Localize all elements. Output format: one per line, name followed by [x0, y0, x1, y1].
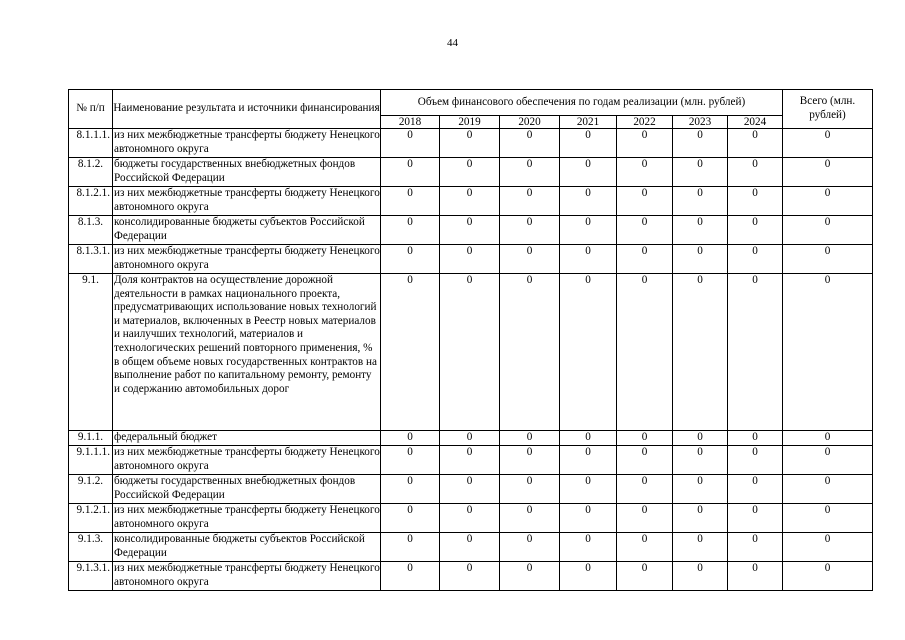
row-number: 9.1.: [69, 274, 113, 431]
year-value-cell: 0: [440, 187, 500, 216]
total-value-cell: 0: [783, 158, 873, 187]
year-value-cell: 0: [560, 504, 617, 533]
total-value-cell: 0: [783, 274, 873, 431]
year-value-cell: 0: [673, 245, 728, 274]
year-value-cell: 0: [728, 475, 783, 504]
row-name: бюджеты государственных внебюджетных фондов Российской Федерации: [113, 158, 381, 187]
year-value-cell: 0: [673, 431, 728, 446]
year-value-cell: 0: [500, 431, 560, 446]
year-value-cell: 0: [560, 562, 617, 591]
year-header: 2023: [673, 116, 728, 129]
year-value-cell: 0: [673, 446, 728, 475]
row-name: из них межбюджетные трансферты бюджету Ненецкого автономного округа: [113, 245, 381, 274]
year-value-cell: 0: [560, 475, 617, 504]
row-number: 8.1.2.: [69, 158, 113, 187]
row-number: 9.1.1.1.: [69, 446, 113, 475]
table-row: [69, 129, 873, 158]
row-name: консолидированные бюджеты субъектов Российской Федерации: [113, 533, 381, 562]
year-value-cell: 0: [617, 129, 673, 158]
year-value-cell: 0: [500, 158, 560, 187]
year-value-cell: 0: [728, 187, 783, 216]
financing-table: [68, 89, 873, 591]
year-value-cell: 0: [381, 431, 440, 446]
year-header: 2022: [617, 116, 673, 129]
year-value-cell: 0: [500, 245, 560, 274]
year-value-cell: 0: [617, 533, 673, 562]
year-value-cell: 0: [500, 187, 560, 216]
year-value-cell: 0: [500, 562, 560, 591]
year-value-cell: 0: [673, 533, 728, 562]
total-value-cell: 0: [783, 129, 873, 158]
year-value-cell: 0: [617, 187, 673, 216]
total-value-cell: 0: [783, 504, 873, 533]
table-row: [69, 446, 873, 475]
row-number: 8.1.3.: [69, 216, 113, 245]
year-value-cell: 0: [381, 187, 440, 216]
row-name: из них межбюджетные трансферты бюджету Ненецкого автономного округа: [113, 446, 381, 475]
year-value-cell: 0: [728, 158, 783, 187]
total-value-cell: 0: [783, 562, 873, 591]
year-value-cell: 0: [560, 129, 617, 158]
row-name: Доля контрактов на осуществление дорожной деятельности в рамках национального проекта, предусматривающих использование новых технологий и материалов, включенных в Реестр новых материалов и наилучших технологий, материалов и технологических решений повторного применения, % в общем объеме новых государственных контрактов на выполнение работ по капитальному ремонту, ремонту и содержанию автомобильных дорог: [113, 274, 381, 431]
year-header: 2021: [560, 116, 617, 129]
year-value-cell: 0: [560, 274, 617, 431]
year-value-cell: 0: [560, 245, 617, 274]
year-value-cell: 0: [673, 504, 728, 533]
year-value-cell: 0: [728, 504, 783, 533]
year-value-cell: 0: [560, 216, 617, 245]
year-value-cell: 0: [617, 216, 673, 245]
year-value-cell: 0: [617, 245, 673, 274]
year-value-cell: 0: [440, 274, 500, 431]
total-value-cell: 0: [783, 187, 873, 216]
year-value-cell: 0: [440, 129, 500, 158]
row-number: 9.1.2.: [69, 475, 113, 504]
table-row: [69, 562, 873, 591]
year-value-cell: 0: [728, 129, 783, 158]
year-value-cell: 0: [617, 475, 673, 504]
year-header: 2019: [440, 116, 500, 129]
year-value-cell: 0: [560, 187, 617, 216]
total-value-cell: 0: [783, 245, 873, 274]
year-value-cell: 0: [560, 533, 617, 562]
year-value-cell: 0: [500, 446, 560, 475]
year-header: 2024: [728, 116, 783, 129]
table-row: [69, 274, 873, 431]
table-row: [69, 533, 873, 562]
row-name: из них межбюджетные трансферты бюджету Ненецкого автономного округа: [113, 562, 381, 591]
year-value-cell: 0: [381, 274, 440, 431]
row-number: 9.1.1.: [69, 431, 113, 446]
row-number: 8.1.3.1.: [69, 245, 113, 274]
row-number: 8.1.1.1.: [69, 129, 113, 158]
year-value-cell: 0: [673, 562, 728, 591]
year-value-cell: 0: [381, 562, 440, 591]
year-value-cell: 0: [728, 274, 783, 431]
year-value-cell: 0: [673, 187, 728, 216]
total-value-cell: 0: [783, 446, 873, 475]
year-value-cell: 0: [500, 504, 560, 533]
row-name: из них межбюджетные трансферты бюджету Ненецкого автономного округа: [113, 129, 381, 158]
row-name: из них межбюджетные трансферты бюджету Ненецкого автономного округа: [113, 504, 381, 533]
year-value-cell: 0: [617, 274, 673, 431]
total-value-cell: 0: [783, 431, 873, 446]
year-value-cell: 0: [440, 562, 500, 591]
year-value-cell: 0: [560, 158, 617, 187]
row-name: консолидированные бюджеты субъектов Российской Федерации: [113, 216, 381, 245]
year-value-cell: 0: [728, 446, 783, 475]
year-value-cell: 0: [500, 216, 560, 245]
year-value-cell: 0: [381, 504, 440, 533]
row-number: 9.1.3.: [69, 533, 113, 562]
page-number: 44: [447, 37, 458, 49]
year-value-cell: 0: [617, 504, 673, 533]
year-value-cell: 0: [500, 533, 560, 562]
year-value-cell: 0: [673, 475, 728, 504]
year-value-cell: 0: [673, 274, 728, 431]
year-value-cell: 0: [440, 158, 500, 187]
year-value-cell: 0: [617, 562, 673, 591]
year-header: 2018: [381, 116, 440, 129]
header-name: Наименование результата и источники финансирования: [113, 90, 381, 129]
year-value-cell: 0: [560, 446, 617, 475]
year-value-cell: 0: [560, 431, 617, 446]
row-number: 9.1.3.1.: [69, 562, 113, 591]
year-value-cell: 0: [381, 129, 440, 158]
year-value-cell: 0: [728, 562, 783, 591]
year-value-cell: 0: [440, 245, 500, 274]
year-value-cell: 0: [381, 158, 440, 187]
table-row: [69, 245, 873, 274]
total-value-cell: 0: [783, 475, 873, 504]
header-num: № п/п: [69, 90, 113, 129]
year-value-cell: 0: [381, 245, 440, 274]
row-name: из них межбюджетные трансферты бюджету Ненецкого автономного округа: [113, 187, 381, 216]
year-value-cell: 0: [617, 158, 673, 187]
table-row: [69, 475, 873, 504]
year-value-cell: 0: [381, 216, 440, 245]
year-value-cell: 0: [381, 533, 440, 562]
year-value-cell: 0: [673, 216, 728, 245]
year-value-cell: 0: [673, 129, 728, 158]
year-value-cell: 0: [440, 446, 500, 475]
year-value-cell: 0: [617, 446, 673, 475]
row-name: бюджеты государственных внебюджетных фондов Российской Федерации: [113, 475, 381, 504]
year-value-cell: 0: [440, 504, 500, 533]
year-value-cell: 0: [440, 431, 500, 446]
year-value-cell: 0: [728, 245, 783, 274]
table-row: [69, 187, 873, 216]
total-value-cell: 0: [783, 216, 873, 245]
header-total: Всего (млн. рублей): [783, 90, 873, 129]
row-number: 9.1.2.1.: [69, 504, 113, 533]
year-value-cell: 0: [381, 446, 440, 475]
header-volume: Объем финансового обеспечения по годам реализации (млн. рублей): [381, 90, 783, 116]
year-value-cell: 0: [440, 475, 500, 504]
year-value-cell: 0: [728, 216, 783, 245]
year-header: 2020: [500, 116, 560, 129]
year-value-cell: 0: [381, 475, 440, 504]
year-value-cell: 0: [500, 274, 560, 431]
year-value-cell: 0: [728, 533, 783, 562]
row-name: федеральный бюджет: [113, 431, 381, 446]
year-value-cell: 0: [728, 431, 783, 446]
row-number: 8.1.2.1.: [69, 187, 113, 216]
year-value-cell: 0: [440, 216, 500, 245]
year-value-cell: 0: [617, 431, 673, 446]
table-row: [69, 216, 873, 245]
year-value-cell: 0: [500, 129, 560, 158]
year-value-cell: 0: [440, 533, 500, 562]
year-value-cell: 0: [500, 475, 560, 504]
year-value-cell: 0: [673, 158, 728, 187]
total-value-cell: 0: [783, 533, 873, 562]
table-row: [69, 504, 873, 533]
table-row: [69, 431, 873, 446]
table-row: [69, 158, 873, 187]
